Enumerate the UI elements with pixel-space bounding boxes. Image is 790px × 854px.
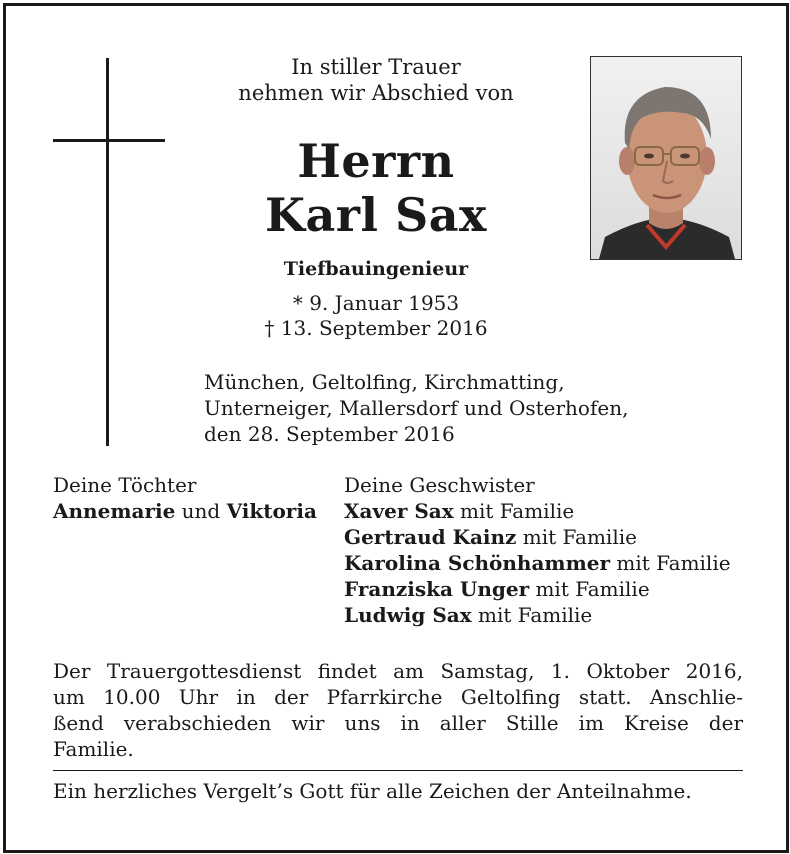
- daughter-name: Annemarie: [53, 499, 176, 523]
- divider: [53, 770, 743, 771]
- salutation: Herrn: [297, 134, 455, 188]
- sibling-entry: [344, 602, 774, 628]
- funeral-service-text: [53, 658, 743, 762]
- siblings-heading: Deine Geschwister: [344, 473, 535, 497]
- daughters-heading: Deine Töchter: [53, 473, 197, 497]
- conjunction: und: [181, 499, 221, 523]
- sibling-entry: [344, 550, 774, 576]
- places-line-2: Unterneiger, Mallersdorf und Osterhofen,: [204, 396, 629, 420]
- birth-date: * 9. Januar 1953: [292, 291, 460, 315]
- sibling-name: Xaver Sax: [344, 499, 454, 523]
- siblings-block: [344, 472, 774, 628]
- sibling-entry: [344, 524, 774, 550]
- places-and-date: [204, 369, 704, 447]
- sibling-suffix: mit Familie: [616, 551, 731, 575]
- sibling-entry: [344, 498, 774, 524]
- sibling-name: Franziska Unger: [344, 577, 530, 601]
- places-line-1: München, Geltolfing, Kirchmatting,: [204, 370, 565, 394]
- cross-icon: [106, 58, 109, 446]
- portrait-image: [591, 57, 741, 259]
- service-line-3: ßend verabschieden wir uns in aller Stille im Kreise der: [53, 711, 743, 735]
- obituary-notice: [3, 3, 789, 853]
- daughters-names: [53, 498, 343, 524]
- profession: Tiefbauingenieur: [283, 258, 469, 280]
- sibling-suffix: mit Familie: [478, 603, 593, 627]
- sibling-entry: [344, 576, 774, 602]
- sibling-name: Karolina Schönhammer: [344, 551, 611, 575]
- intro-text: [176, 54, 576, 106]
- full-name: Karl Sax: [265, 188, 487, 242]
- daughter-name: Viktoria: [226, 499, 317, 523]
- intro-line-2: nehmen wir Abschied von: [238, 81, 514, 105]
- service-line-4: Familie.: [53, 737, 134, 761]
- sibling-name: Ludwig Sax: [344, 603, 472, 627]
- thanks-text: Ein herzliches Vergelt’s Gott für alle Zeichen der Anteilnahme.: [53, 779, 692, 803]
- deceased-name: [176, 134, 576, 242]
- sibling-name: Gertraud Kainz: [344, 525, 517, 549]
- service-line-2: um 10.00 Uhr in der Pfarrkirche Geltolfing statt. Anschlie-: [53, 685, 743, 709]
- sibling-suffix: mit Familie: [522, 525, 637, 549]
- intro-line-1: In stiller Trauer: [291, 55, 461, 79]
- portrait-photo: [590, 56, 742, 260]
- places-line-3: den 28. September 2016: [204, 422, 455, 446]
- daughters-block: [53, 472, 343, 524]
- sibling-suffix: mit Familie: [535, 577, 650, 601]
- cross-icon-bar: [53, 139, 165, 142]
- life-dates: [176, 291, 576, 341]
- service-line-1: Der Trauergottesdienst findet am Samstag, 1. Oktober 2016,: [53, 659, 743, 683]
- sibling-suffix: mit Familie: [460, 499, 575, 523]
- death-date: † 13. September 2016: [264, 316, 488, 340]
